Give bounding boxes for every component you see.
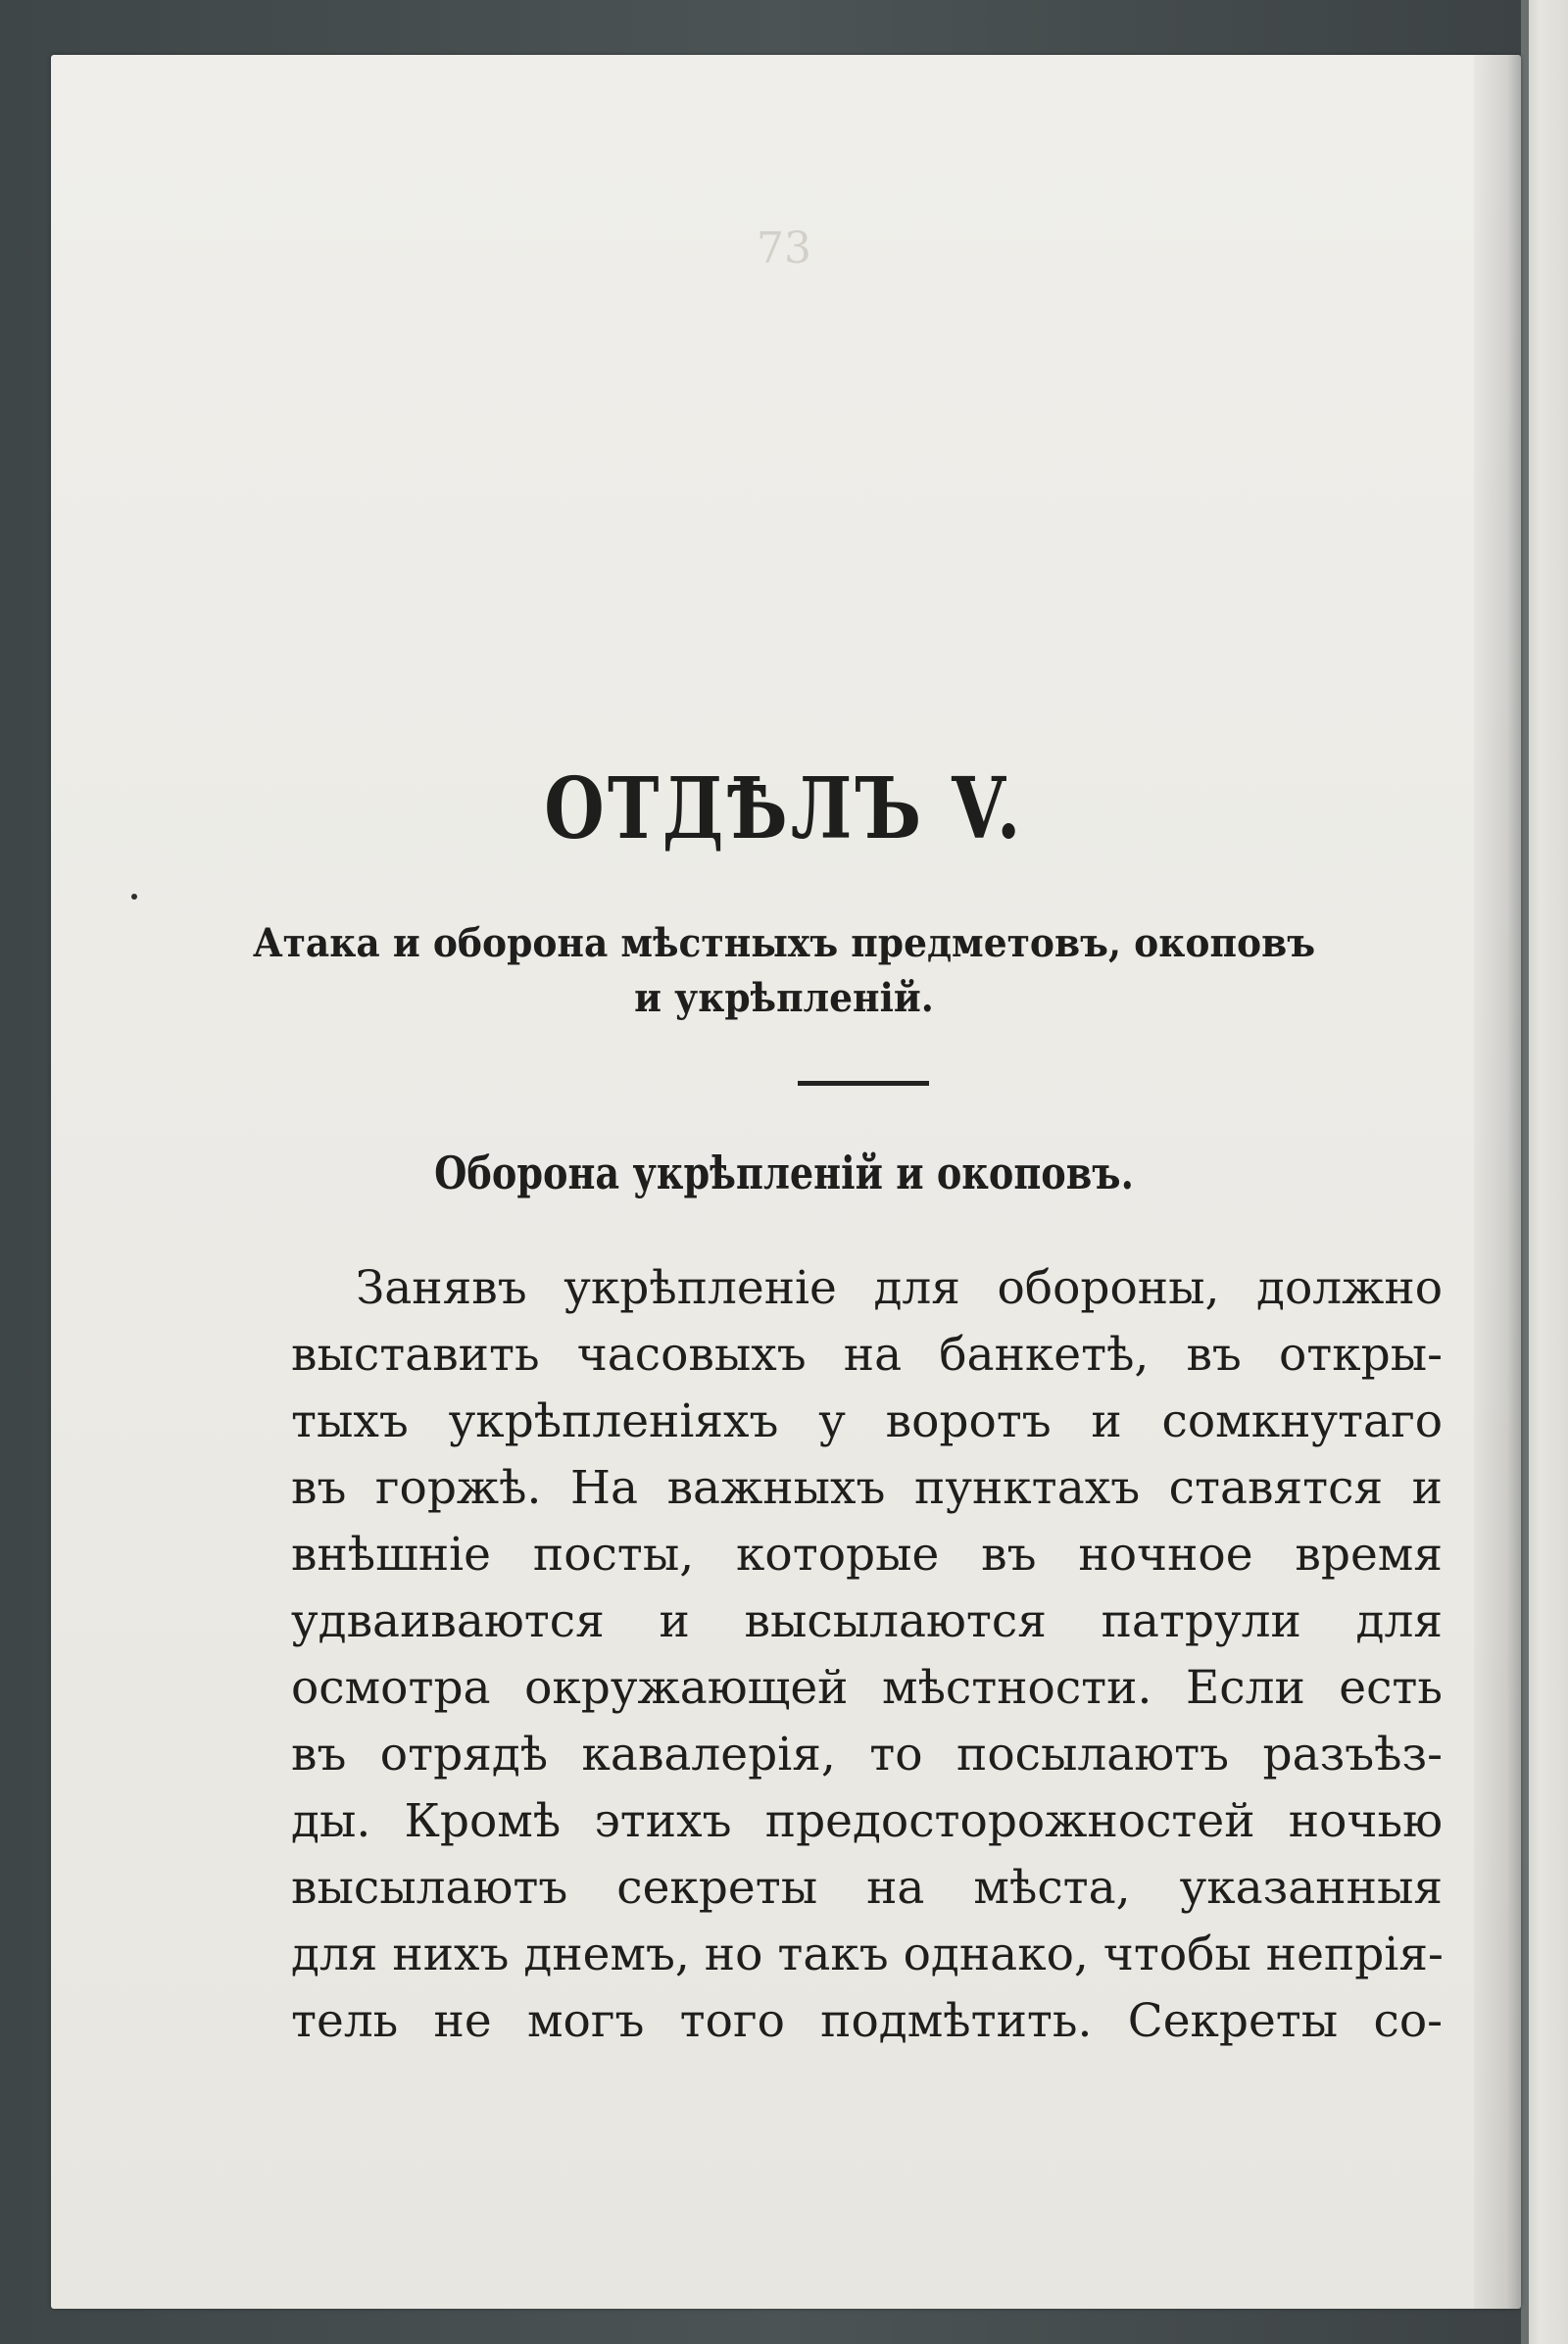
body-line: для нихъ днемъ, но такъ однако, чтобы непрія-	[291, 1928, 1444, 1981]
body-line: въ горжѣ. На важныхъ пунктахъ ставятся и	[291, 1461, 1443, 1515]
page-gutter	[1521, 0, 1529, 2344]
body-line: въ отрядѣ кавалерія, то посылаютъ разъѣз-	[291, 1728, 1443, 1782]
separator-rule	[798, 1081, 929, 1086]
ink-speck	[131, 894, 137, 900]
chapter-heading: ОТДѢЛЪ V.	[544, 759, 1024, 858]
section-title: Оборона укрѣпленій и окоповъ.	[434, 1147, 1134, 1199]
subtitle-line: Атака и оборона мѣстныхъ предметовъ, окоповъ	[252, 920, 1316, 966]
page-number: 73	[757, 223, 811, 273]
body-line: высылаютъ секреты на мѣста, указанныя	[291, 1861, 1443, 1915]
page-shadow-edge	[1474, 55, 1521, 2309]
body-line: Занявъ укрѣпленіе для обороны, должно	[356, 1261, 1443, 1315]
body-line: ды. Кромѣ этихъ предосторожностей ночью	[291, 1794, 1443, 1848]
chapter-subtitle	[47, 916, 1521, 1026]
body-line: выставить часовыхъ на банкетѣ, въ откры-	[291, 1328, 1443, 1382]
body-text	[291, 1255, 1443, 2055]
body-line: тель не могъ того подмѣтить. Секреты со-	[291, 1994, 1443, 2048]
body-line: удваиваются и высылаются патрули для	[291, 1594, 1443, 1648]
subtitle-line: и укрѣпленій.	[634, 975, 934, 1021]
body-line: внѣшніе посты, которые въ ночное время	[291, 1528, 1443, 1582]
body-line: осмотра окружающей мѣстности. Если есть	[291, 1661, 1443, 1715]
body-line: тыхъ укрѣпленіяхъ у воротъ и сомкнутаго	[291, 1394, 1443, 1448]
